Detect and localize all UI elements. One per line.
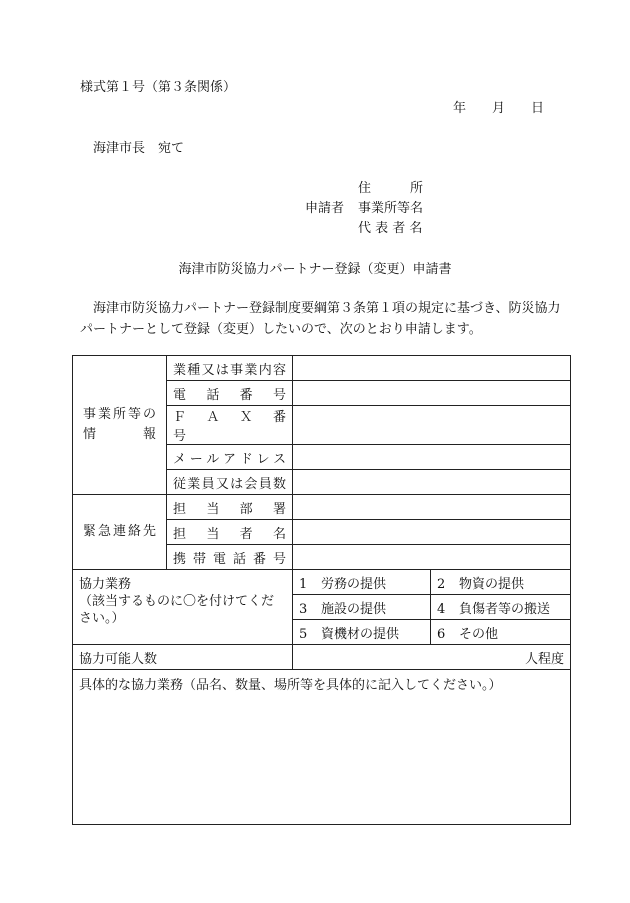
- contact-person-field[interactable]: [293, 520, 571, 545]
- detail-field[interactable]: [73, 670, 571, 825]
- cooperation-title: 協力業務: [79, 577, 132, 592]
- table-row: [73, 570, 571, 595]
- table-row: [73, 495, 571, 520]
- row-label-business: 業種又は事業内容: [167, 356, 293, 381]
- option-number: 2: [437, 576, 446, 592]
- date-day: 日: [531, 101, 545, 116]
- cooperation-option[interactable]: [431, 595, 571, 620]
- cooperation-option[interactable]: [293, 620, 431, 645]
- form-number: 様式第１号（第３条関係）: [80, 80, 237, 95]
- option-label: 労務の提供: [321, 576, 387, 592]
- application-table: [72, 355, 571, 825]
- table-row: [73, 670, 571, 825]
- cooperation-option[interactable]: [293, 570, 431, 595]
- option-label: その他: [459, 626, 499, 642]
- section-info-line2: 情 報: [83, 427, 156, 442]
- option-number: 5: [299, 626, 308, 642]
- mobile-field[interactable]: [293, 545, 571, 570]
- phone-field[interactable]: [293, 381, 571, 406]
- section-emergency-label: 緊急連絡先: [73, 495, 167, 570]
- document-title: 海津市防災協力パートナー登録（変更）申請書: [178, 262, 452, 277]
- option-number: 3: [299, 601, 308, 617]
- row-label-fax: Ｆ Ａ Ｘ 番 号: [167, 406, 293, 445]
- capacity-field[interactable]: [293, 645, 571, 670]
- department-field[interactable]: [293, 495, 571, 520]
- option-label: 資機材の提供: [321, 626, 400, 642]
- cooperation-note: （該当するものに〇を付けてください。）: [79, 594, 275, 626]
- table-row: [73, 645, 571, 670]
- row-label-contact-person: 担 当 者 名: [167, 520, 293, 545]
- cooperation-option[interactable]: [431, 620, 571, 645]
- document-body: 海津市防災協力パートナー登録制度要綱第３条第１項の規定に基づき、防災協力パートナーとして登録（変更）したいので、次のとおり申請します。: [80, 301, 561, 337]
- fax-field[interactable]: [293, 406, 571, 445]
- option-label: 施設の提供: [321, 601, 387, 617]
- applicant-office-label: 事業所等名: [358, 201, 424, 216]
- cooperation-option[interactable]: [431, 570, 571, 595]
- detail-label: 具体的な協力業務（品名、数量、場所等を具体的に記入してください。）: [79, 678, 502, 693]
- option-label: 物資の提供: [459, 576, 525, 592]
- row-label-department: 担 当 部 署: [167, 495, 293, 520]
- row-label-employees: 従業員又は会員数: [167, 470, 293, 495]
- option-number: 1: [299, 576, 308, 592]
- capacity-unit: 人程度: [524, 651, 564, 667]
- email-field[interactable]: [293, 445, 571, 470]
- employees-field[interactable]: [293, 470, 571, 495]
- option-label: 負傷者等の搬送: [459, 601, 551, 617]
- addressee: 海津市長 宛て: [93, 141, 185, 156]
- applicant-role-label: 申請者: [305, 201, 345, 216]
- option-number: 6: [437, 626, 446, 642]
- date-year: 年: [453, 101, 467, 116]
- applicant-representative-label: 代 表 者 名: [358, 221, 423, 236]
- business-field[interactable]: [293, 356, 571, 381]
- date-month: 月: [492, 101, 506, 116]
- option-number: 4: [437, 601, 446, 617]
- capacity-label: 協力可能人数: [73, 645, 293, 670]
- section-info-line1: 事業所等の: [83, 407, 156, 422]
- row-label-mobile: 携 帯 電 話 番 号: [167, 545, 293, 570]
- cooperation-label: [73, 570, 293, 645]
- section-info-label: [73, 356, 167, 495]
- row-label-email: メールアドレス: [167, 445, 293, 470]
- applicant-address-label: 住 所: [358, 181, 424, 196]
- table-row: [73, 356, 571, 381]
- row-label-phone: 電 話 番 号: [167, 381, 293, 406]
- date-line: [453, 101, 544, 117]
- cooperation-option[interactable]: [293, 595, 431, 620]
